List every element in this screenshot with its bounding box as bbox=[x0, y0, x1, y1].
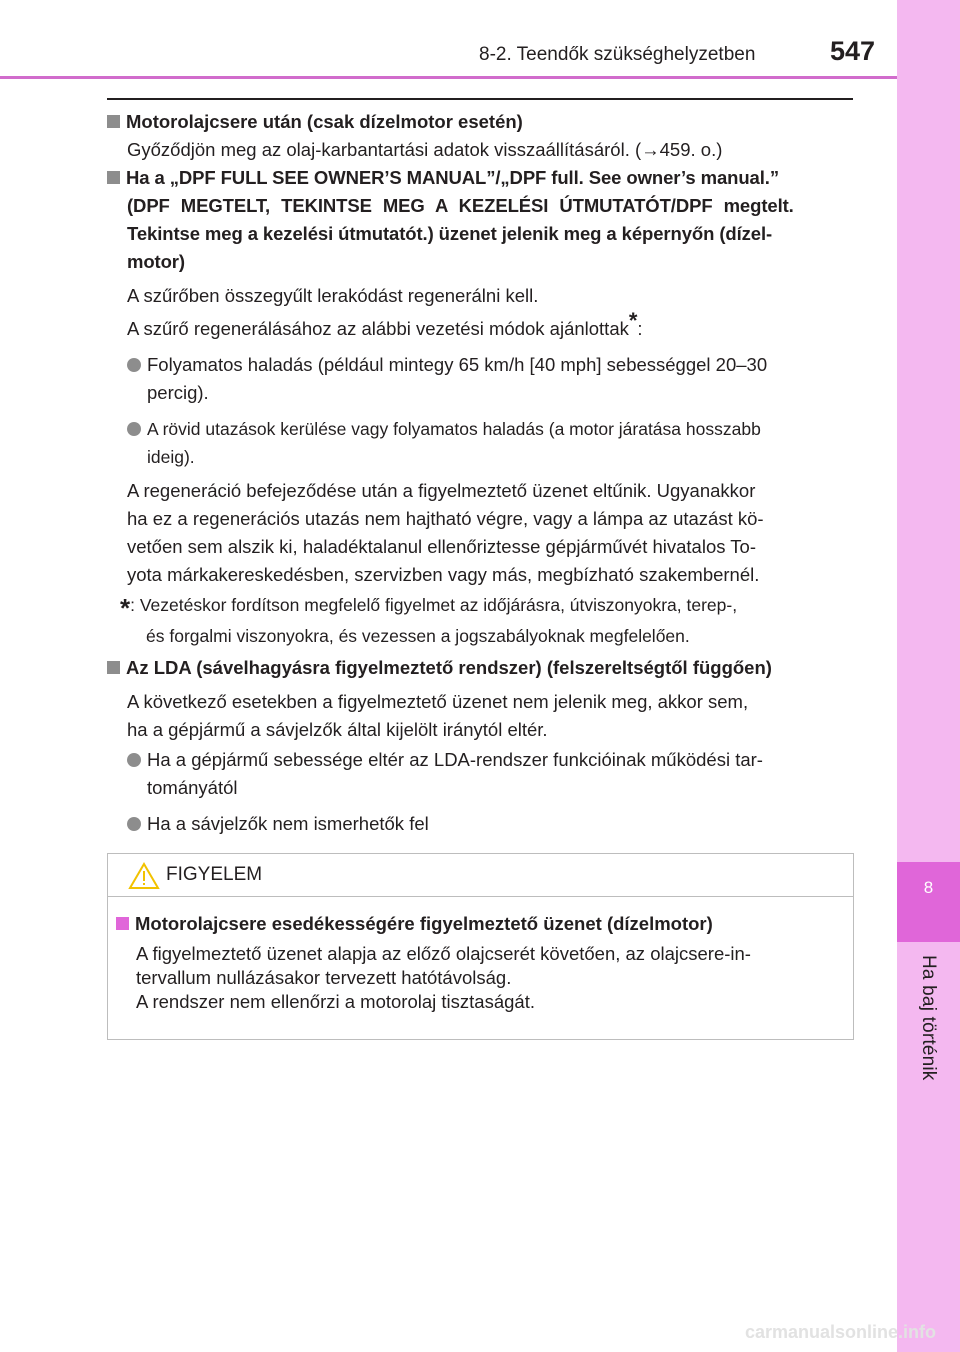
asterisk-mark: * bbox=[628, 307, 638, 333]
bullet-dot-icon bbox=[127, 817, 141, 831]
section-square-icon bbox=[107, 115, 120, 128]
lda-heading: Az LDA (sávelhagyásra figyelmeztető rendszer) (felszereltségtől függően) bbox=[126, 657, 772, 678]
warning-line: A figyelmeztető üzenet alapja az előző olajcserét követően, az olajcsere-in- bbox=[136, 943, 751, 964]
chapter-sidebar bbox=[897, 0, 960, 1352]
bullet-text-cont: ideig). bbox=[147, 447, 195, 467]
footnote-line: és forgalmi viszonyokra, és vezessen a jogszabályoknak megfelelően. bbox=[146, 626, 690, 646]
chapter-number: 8 bbox=[923, 878, 934, 897]
dpf-text-1: A szűrőben összegyűlt lerakódást regenerálni kell. bbox=[127, 285, 539, 306]
lda-bullet-1 bbox=[127, 746, 855, 802]
dpf-heading-line-1: Ha a „DPF FULL SEE OWNER’S MANUAL”/„DPF full. See owner’s manual.” bbox=[126, 167, 779, 188]
dpf-bullet-1 bbox=[127, 351, 855, 407]
warning-header bbox=[108, 854, 853, 897]
footnote-asterisk: * bbox=[120, 593, 131, 623]
dpf-heading-line-3: Tekintse meg a kezelési útmutatót.) üzenet jelenik meg a képernyőn (dízel- bbox=[127, 223, 773, 244]
bullet-text: Folyamatos haladás (például mintegy 65 km/h [40 mph] sebességgel 20–30 bbox=[147, 354, 768, 375]
section-title: 8-2. Teendők szükséghelyzetben bbox=[479, 44, 756, 65]
section-square-icon bbox=[107, 661, 120, 674]
lda-text-line: A következő esetekben a figyelmeztető üzenet nem jelenik meg, akkor sem, bbox=[127, 691, 749, 712]
dpf-paragraph-line: ha ez a regenerációs utazás nem hajtható végre, vagy a lámpa az utazást kö- bbox=[127, 508, 764, 529]
lda-bullet-2 bbox=[127, 810, 855, 838]
warning-box bbox=[107, 853, 854, 1040]
dpf-heading-line-4: motor) bbox=[127, 251, 185, 272]
bullet-text: Ha a sávjelzők nem ismerhetők fel bbox=[147, 813, 429, 834]
section-square-icon bbox=[107, 171, 120, 184]
header-divider bbox=[0, 76, 897, 79]
dpf-paragraph-line: A regeneráció befejeződése után a figyelmeztető üzenet eltűnik. Ugyanakkor bbox=[127, 480, 756, 501]
warning-line: A rendszer nem ellenőrzi a motorolaj tisztaságát. bbox=[136, 991, 535, 1012]
oil-heading: Motorolajcsere után (csak dízelmotor esetén) bbox=[126, 111, 523, 132]
footnote-line: : Vezetéskor fordítson megfelelő figyelmet az időjárásra, útviszonyokra, terep-, bbox=[130, 595, 738, 615]
footnote bbox=[120, 591, 855, 650]
dpf-heading-line-2: (DPF MEGTELT, TEKINTSE MEG A KEZELÉSI ÚTMUTATÓT/DPF megtelt. bbox=[127, 195, 794, 216]
warning-body bbox=[116, 910, 844, 1014]
lda-text-line: ha a gépjármű a sávjelzők által kijelölt iránytól eltér. bbox=[127, 719, 548, 740]
dpf-paragraph-line: yota márkakereskedésben, szervizben vagy más, megbízható szakembernél. bbox=[127, 564, 760, 585]
bullet-text-cont: tományától bbox=[147, 777, 238, 798]
dpf-text-2-main: A szűrő regenerálásához az alábbi vezetési módok ajánlottak bbox=[127, 318, 629, 339]
chapter-label: Ha baj történik bbox=[918, 955, 939, 1081]
oil-section bbox=[107, 108, 855, 164]
bullet-dot-icon bbox=[127, 358, 141, 372]
bullet-text-cont: percig). bbox=[147, 382, 209, 403]
dpf-text-2-end: : bbox=[637, 318, 643, 339]
chapter-number-box bbox=[897, 862, 960, 942]
section-square-icon bbox=[116, 917, 129, 930]
warning-line: tervallum nullázásakor tervezett hatótávolság. bbox=[136, 967, 512, 988]
oil-text: Győződjön meg az olaj-karbantartási adatok visszaállításáról. (→459. o.) bbox=[127, 139, 723, 160]
watermark: carmanualsonline.info bbox=[745, 1322, 937, 1342]
dpf-section bbox=[107, 164, 855, 343]
bullet-text: A rövid utazások kerülése vagy folyamatos haladás (a motor járatása hosszabb bbox=[147, 419, 761, 439]
dpf-paragraph-line: vetően sem alszik ki, haladéktalanul ellenőriztesse gépjárművét hivatalos To- bbox=[127, 536, 756, 557]
bullet-dot-icon bbox=[127, 753, 141, 767]
lda-section bbox=[107, 654, 855, 744]
bullet-dot-icon bbox=[127, 422, 141, 436]
dpf-paragraph bbox=[127, 477, 855, 589]
dpf-bullet-2 bbox=[127, 415, 855, 471]
bullet-text: Ha a gépjármű sebessége eltér az LDA-rendszer funkcióinak működési tar- bbox=[147, 749, 763, 770]
dpf-text-2 bbox=[107, 307, 855, 343]
warning-triangle-icon bbox=[128, 862, 160, 890]
content-rule bbox=[107, 98, 853, 100]
warning-title: FIGYELEM bbox=[166, 864, 263, 885]
warning-heading: Motorolajcsere esedékességére figyelmeztető üzenet (dízelmotor) bbox=[135, 913, 713, 934]
page-number: 547 bbox=[830, 36, 876, 66]
